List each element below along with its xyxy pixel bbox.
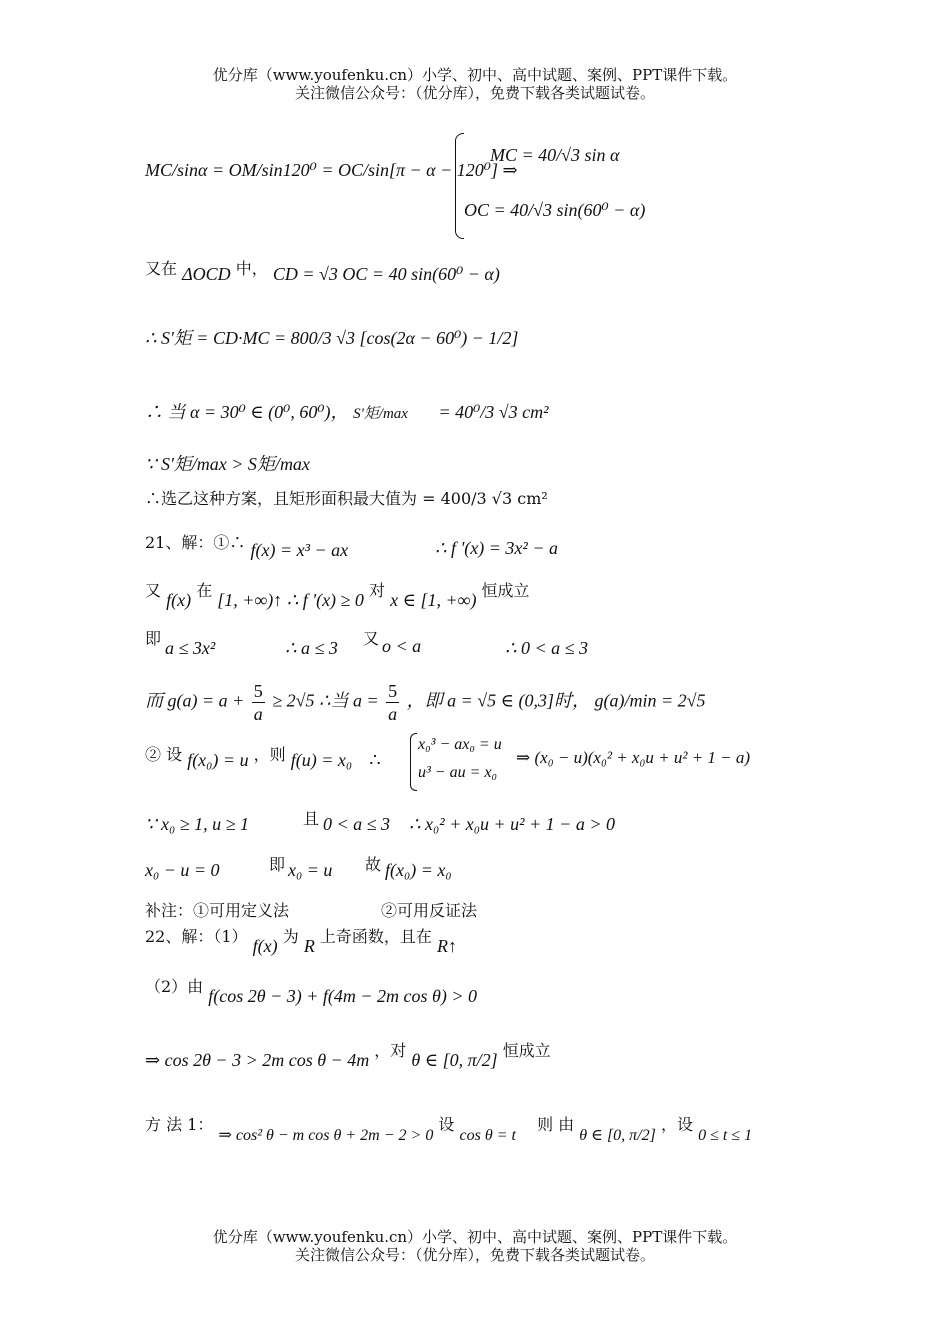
frac-5-over-a: $\frac{5}{a}$ xyxy=(253,681,263,724)
system2-eq-2 xyxy=(418,764,497,782)
eq-o-lt-a: o < a xyxy=(382,636,422,656)
header-line-1: 优分库（www.youfenku.cn）小学、初中、高中试题、案例、PPT课件下载。 xyxy=(212,66,738,84)
line-a-bound xyxy=(145,626,588,658)
text-ze-you: 则 由 xyxy=(537,1115,575,1134)
line-part2 xyxy=(145,974,478,1006)
line-q21 xyxy=(145,530,558,560)
triangle-ocd: ΔOCD xyxy=(182,264,231,284)
line-g-min xyxy=(145,680,706,725)
line-max-area xyxy=(145,398,549,424)
text-dui-2: ，对 xyxy=(374,1041,407,1060)
text-odd-function: 上奇函数，且在 xyxy=(319,927,432,946)
eq-fx0-x0: f(x₀) = x₀ xyxy=(385,860,452,880)
text-you: 又 xyxy=(145,581,162,600)
eq-positive: ∴ x₀² + x₀u + u² + 1 − a > 0 xyxy=(409,814,615,834)
text-she-3: ，设 xyxy=(660,1115,693,1134)
system-eq-2-text: OC = 40/√3 sin(60⁰ − α) xyxy=(464,200,646,220)
eq-compare: ∵ S'矩/max > S矩/max xyxy=(145,454,310,474)
eq-alpha-30: ∴ 当 α = 30⁰ ∈ (0⁰, 60⁰)， xyxy=(145,402,349,422)
line-conclusion xyxy=(145,486,548,509)
q21-label: 21、解：①∴ xyxy=(145,533,246,552)
eq-f-def: f(x) = x³ − ax xyxy=(250,540,349,560)
eq-am-gm: ≥ 2√5 ∴当 a = xyxy=(272,690,379,711)
eq-theta-range: θ ∈ [0, π/2] xyxy=(411,1050,498,1070)
text-qie: 且 xyxy=(303,809,320,828)
text-conclusion: ∴选乙这种方案，且矩形面积最大值为 = 400/3 √3 cm² xyxy=(145,489,548,508)
eq-ratio: MC/sinα = OM/sin120⁰ = OC/sin[π − α − 120⁰] ⇒ xyxy=(145,160,518,180)
eq-deriv-nonneg: [1, +∞)↑ ∴ f '(x) ≥ 0 xyxy=(217,590,364,610)
system-eq-1 xyxy=(490,145,619,166)
eq-f-deriv: ∴ f '(x) = 3x² − a xyxy=(435,538,558,558)
header-line-2: 关注微信公众号：（优分库），免费下载各类试题试卷。 xyxy=(294,84,655,102)
system-brace-2 xyxy=(410,733,417,791)
eq-t-range: 0 ≤ t ≤ 1 xyxy=(698,1127,753,1144)
text-she-2: 设 xyxy=(438,1115,455,1134)
q22-label: 22、解：（1） xyxy=(145,927,248,946)
eq-fx: f(x) xyxy=(166,590,192,610)
method1-label: 方 法 1： xyxy=(145,1115,214,1134)
system-eq-1-text: MC = 40/√3 sin α xyxy=(490,145,620,165)
footer-line-1: 优分库（www.youfenku.cn）小学、初中、高中试题、案例、PPT课件下载。 xyxy=(212,1228,738,1246)
text-zai: 在 xyxy=(196,581,213,600)
text-heng-cheng-li-2: 恒成立 xyxy=(502,1041,551,1060)
eq-g-min: g(a)/min = 2√5 xyxy=(594,690,706,711)
note-method-2: ②可用反证法 xyxy=(381,901,478,920)
eq-cos-t: cos θ = t xyxy=(459,1127,516,1144)
line-monotone xyxy=(145,578,530,610)
line-ocd xyxy=(145,256,500,284)
line-note xyxy=(145,898,478,921)
eq-x0-ge-1: ∵ x₀ ≥ 1, u ≥ 1 xyxy=(145,814,249,834)
eq-a-le-3: ∴ a ≤ 3 xyxy=(285,638,338,658)
eq-cos-ineq: ⇒ cos 2θ − 3 > 2m cos θ − 4m xyxy=(145,1050,370,1070)
symbol-therefore: ∴ xyxy=(369,750,381,770)
line-fixed-point xyxy=(145,742,381,770)
system2-eq-1-text: x₀³ − ax₀ = u xyxy=(418,736,502,753)
eq-a-le-3x2: a ≤ 3x² xyxy=(165,638,216,658)
eq-a-bound-2: 0 < a ≤ 3 xyxy=(323,814,391,834)
line-compare xyxy=(145,450,310,476)
factor-line xyxy=(516,748,750,768)
text-wei: 为 xyxy=(282,927,299,946)
system2-eq-1 xyxy=(418,736,502,754)
label-s-max: S'矩/max xyxy=(353,406,408,422)
text-you-zai: 又在 xyxy=(145,259,178,278)
part2-label: （2）由 xyxy=(145,977,204,996)
system-eq-2 xyxy=(464,200,645,221)
note-method-1: 补注：①可用定义法 xyxy=(145,901,290,920)
text-ze: ，则 xyxy=(253,745,286,764)
frac-5-over-a-2: $\frac{5}{a}$ xyxy=(388,681,398,724)
line-area-expr xyxy=(145,324,518,350)
eq-fu-x0: f(u) = x₀ xyxy=(290,750,353,770)
text-dui: 对 xyxy=(369,581,386,600)
symbol-r: R xyxy=(303,936,315,956)
text-zhong: 中， xyxy=(235,259,268,278)
eq-theta-range-2: θ ∈ [0, π/2] xyxy=(579,1127,656,1144)
system-brace xyxy=(455,133,464,239)
text-heng-cheng-li: 恒成立 xyxy=(481,581,530,600)
text-you-2: 又 xyxy=(363,629,380,648)
line-method1 xyxy=(145,1112,753,1144)
eq-area: ∴ S'矩 = CD·MC = 800/3 √3 [cos(2α − 60⁰) − 1/2] xyxy=(145,328,519,348)
page-footer xyxy=(0,1228,950,1264)
line-q22 xyxy=(145,924,458,956)
text-gu: 故 xyxy=(365,855,382,874)
system2-eq-2-text: u³ − au = x₀ xyxy=(418,764,498,781)
footer-line-2: 关注微信公众号：（优分库），免费下载各类试题试卷。 xyxy=(294,1246,655,1264)
line-x0-eq-u xyxy=(145,852,452,880)
eq-g-def: 而 g(a) = a + xyxy=(145,690,245,711)
eq-cos2-ineq: ⇒ cos² θ − m cos θ + 2m − 2 > 0 xyxy=(218,1127,434,1144)
text-ji-2: 即 xyxy=(269,855,286,874)
eq-factor: ⇒ (x₀ − u)(x₀² + x₀u + u² + 1 − a) xyxy=(516,748,751,767)
eq-f-sum: f(cos 2θ − 3) + f(4m − 2m cos θ) > 0 xyxy=(208,986,478,1006)
eq-x-domain: x ∈ [1, +∞) xyxy=(390,590,477,610)
page-header xyxy=(0,66,950,102)
eq-max-value: = 40⁰/3 √3 cm² xyxy=(438,402,549,422)
eq-a-sqrt5: ，即 a = √5 ∈ (0,3]时， xyxy=(406,690,590,711)
line-positive xyxy=(145,806,615,834)
eq-fx-q22: f(x) xyxy=(252,936,278,956)
eq-x0-u: x₀ = u xyxy=(288,860,333,880)
line-ineq xyxy=(145,1038,551,1070)
eq-x0-minus-u: x₀ − u = 0 xyxy=(145,860,220,880)
text-she: ② 设 xyxy=(145,745,183,764)
text-ji: 即 xyxy=(145,629,162,648)
eq-fx0-u: f(x₀) = u xyxy=(187,750,249,770)
eq-a-range: ∴ 0 < a ≤ 3 xyxy=(505,638,588,658)
symbol-r-inc: R↑ xyxy=(437,936,458,956)
eq-cd: CD = √3 OC = 40 sin(60⁰ − α) xyxy=(272,264,500,284)
